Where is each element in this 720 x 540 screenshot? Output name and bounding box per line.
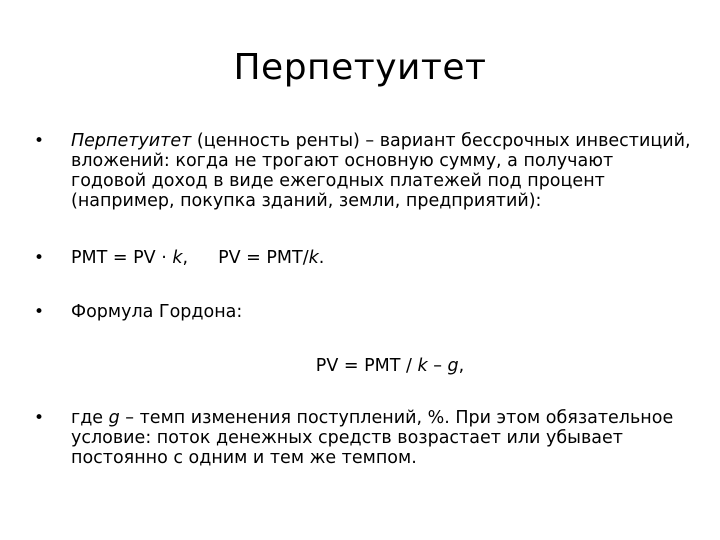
bullet-marker: • [34,248,45,268]
growth-pre: где [71,408,109,428]
bullet-marker: • [34,302,45,322]
slide-title: Перпетуитет [233,47,487,88]
bullet-marker: • [34,131,45,151]
bullet-text [71,248,691,268]
gordon-mid: – [427,356,448,376]
formula-pmt-post: , [182,248,189,268]
gordon-post: , [458,356,465,376]
growth-var-g: g [108,408,120,428]
term-perpetuity: Перпетуитет [71,131,192,151]
formula-pv-post: . [318,248,325,268]
definition-text: (ценность ренты) – вариант бессрочных инвестиций, вложений: когда не трогают основную сумму, а получают годовой доход в виде ежегодных платежей под процент (например, покупка зданий, земли, предприятий): [71,131,691,211]
growth-text: – темп изменения поступлений, %. При этом обязательное условие: поток денежных средств возрастает или убывает постоянно с одним и тем же темпом. [71,408,674,468]
formula-pmt-var: k [172,248,183,268]
gordon-var-g: g [447,356,459,376]
formula-pv-pre: PV = PMT/ [218,248,309,268]
gordon-pre: PV = PMT / [315,356,418,376]
bullet-text [71,131,691,211]
bullet-text: Формула Гордона: [71,302,243,322]
gordon-var-k: k [417,356,428,376]
formula-pv-var: k [308,248,319,268]
gordon-formula [0,356,720,376]
bullet-marker: • [34,408,45,428]
bullet-text [71,408,691,468]
formula-pmt-pre: PMT = PV · [71,248,173,268]
